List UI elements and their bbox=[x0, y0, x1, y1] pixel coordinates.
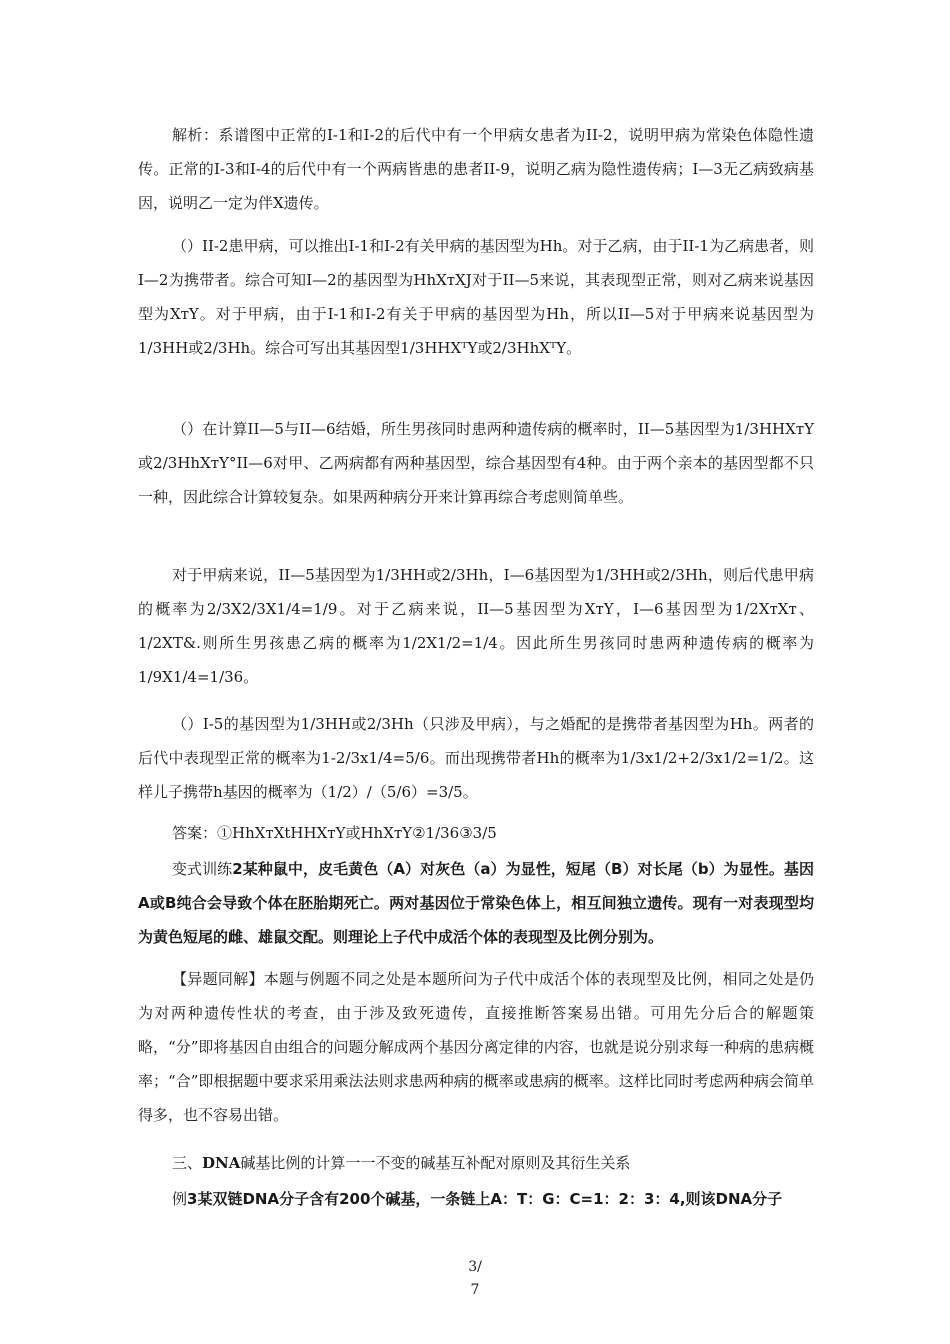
genotype-paragraph-1: （）II-2患甲病，可以推出I-1和I-2有关甲病的基因型为Hh。对于乙病，由于II-1为乙病患者，则I—2为携带者。综合可知I—2的基因型为HhXᴛXJ对于II—5来说，其表现型正常，则对乙病来说基因型为XᴛY。对于甲病，由于I-1和I-2有关于甲病的基因型为Hh，所以II—5对于甲病来说基因型为1/3HH或2/3Hh。综合可写出其基因型1/3HHXᵀY或2/3HhXᵀY。 bbox=[138, 237, 814, 357]
example-question bbox=[138, 1182, 814, 1216]
genotype-paragraph-2: （）在计算II—5与II—6结婚，所生男孩同时患两种遗传病的概率时，II—5基因型为1/3HHXᴛY或2/3HhXᴛY°II—6对甲、乙两病都有两种基因型，综合基因型有4种。由于两个亲本的基因型都不只一种，因此综合计算较复杂。如果两种病分开来计算再综合考虑则简单些。 bbox=[138, 420, 814, 506]
probability-paragraph: 对于甲病来说，II—5基因型为1/3HH或2/3Hh，I—6基因型为1/3HH或2/3Hh，则后代患甲病的概率为2/3X2/3X1/4=1/9。对于乙病来说，II—5基因型为XᴛY，I—6基因型为1/2XᴛXᴛ、1/2XT&.则所生男孩患乙病的概率为1/2X1/2=1/4。因此所生男孩同时患两种遗传病的概率为1/9X1/4=1/36。 bbox=[138, 566, 814, 686]
variant-training-paragraph bbox=[138, 852, 814, 954]
answer-line: 答案：①HhXᴛXtHHXᴛY或HhXᴛY②1/36③3/5 bbox=[172, 824, 497, 842]
example-label: 例 bbox=[172, 1190, 188, 1208]
carrier-paragraph: （）I-5的基因型为1/3HH或2/3Hh（只涉及甲病），与之婚配的是携带者基因型为Hh。两者的后代中表现型正常的概率为1-2/3x1/4=5/6。而出现携带者Hh的概率为1/3x1/2+2/3x1/2=1/2。这样儿子携带h基因的概率为（1/2）/（5/6）=3/5。 bbox=[138, 715, 814, 801]
section-title: 碱基比例的计算一一不变的碱基互补配对原则及其衍生关系 bbox=[240, 1154, 631, 1172]
variant-training-question: 2某种鼠中，皮毛黄色（A）对灰色（a）为显性，短尾（B）对长尾（b）为显性。基因A或B纯合会导致个体在胚胎期死亡。两对基因位于常染色体上，相互间独立遗传。现有一对表现型均为黄色短尾的雌、雄鼠交配。则理论上子代中成活个体的表现型及比例分别为。 bbox=[138, 860, 814, 946]
same-solution-paragraph: 【异题同解】本题与例题不同之处是本题所问为子代中成活个体的表现型及比例，相同之处是仍为对两种遗传性状的考查，由于涉及致死遗传，直接推断答案易出错。可用先分后合的解题策略，“分”即将基因自由组合的问题分解成两个基因分离定律的内容，也就是说分别求每一种病的患病概率；“合”即根据题中要求采用乘法法则求患两种病的概率或患病的概率。这样比同时考虑两种病会简单得多，也不容易出错。 bbox=[138, 970, 814, 1124]
page-number-bottom: 7 bbox=[470, 1282, 480, 1298]
example-question-text: 3某双链DNA分子含有200个碱基，一条链上A：T：G：C=1：2：3：4,则该DNA分子 bbox=[187, 1190, 783, 1208]
section-keyword: DNA bbox=[202, 1154, 241, 1172]
variant-training-label: 变式训练 bbox=[172, 860, 233, 878]
page-number-top: 3/ bbox=[468, 1259, 482, 1275]
analysis-paragraph: 解析：系谱图中正常的I-1和I-2的后代中有一个甲病女患者为II-2，说明甲病为常染色体隐性遗传。正常的I-3和I-4的后代中有一个两病皆患的患者II-9，说明乙病为隐性遗传病；I—3无乙病致病基因，说明乙一定为伴X遗传。 bbox=[138, 126, 814, 212]
section-number: 三、 bbox=[172, 1154, 203, 1172]
section-heading bbox=[138, 1146, 814, 1180]
